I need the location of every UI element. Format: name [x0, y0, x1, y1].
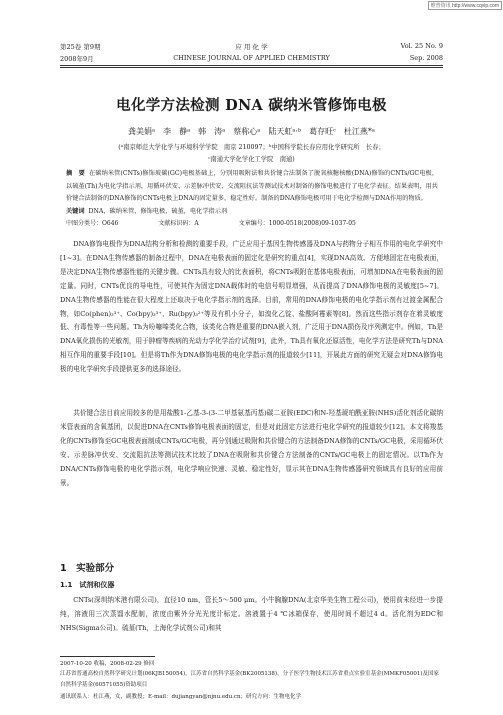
- intro-paragraph-1: DNA修饰电极作为DNA结构分析和检测的重要手段，广泛应用于基因生物传感器及DNA与药物分子相互作用的电化学研究中[1~3]。在DNA生物传感器的制备过程中，DNA在电极表面的固定化是研究的重点[4]，实现DNA高效、方便地固定在电极表面，是决定DNA生物传感器性能的关键步骤。CNTs具有较大的比表面积，将CNTs吸附在基体电极表面，可增加DNA在电极表面的固定量。同时，CNTs优良的导电性，可使其作为固定DNA载体时的电信号明显增强，从而提高了DNA修饰电极的灵敏度[5~7]。DNA生物传感器的性能在很大程度上还取决于电化学指示剂的选择。目前，常用的DNA修饰电极的电化学指示剂有过渡金属配合物，如Co(phen)₃³⁺、Co(bpy)₃³⁺、Ru(bpy)₃²⁺等及有机小分子，如溴化乙锭、盐酸阿霉素等[8]。然而这些指示剂存在着灵敏度低、有毒性等一些问题。Th为吩噻嗪类化合物，该类化合物是重要的DNA嵌入剂，广泛用于DNA损伤及序列测定中。例如，Th是DNA氧化损伤的光敏剂，用于肿瘤等疾病的光动力学化学治疗试剂[9]，此外，Th具有氧化还原活性，电化学方法是研究Th与DNA相互作用的重要手段[10]。但是将Th作为DNA修饰电极的电化学指示剂的报道较少[11]，开展此方面的研究无疑会对DNA修饰电极的电化学研究手段提供更多的选择途径。: [60, 240, 443, 374]
- keywords: [66, 206, 438, 219]
- affiliation-line1: (ᵃ南京师范大学化学与环境科学学院 南京 210097；ᵇ中国科学院长春应用化学研究所 长春；: [118, 144, 385, 151]
- footnote-received: 2007-10-20 收稿，2008-02-29 修回: [60, 661, 155, 667]
- date-en: Sep. 2008: [409, 54, 443, 62]
- running-header-line2: [60, 54, 443, 63]
- experimental-paragraph: CNTs(深圳纳米港有限公司)，直径10 nm，管长5～500 μm。小牛胸腺DNA(北京华美生物工程公司)，使用前未经进一步提纯，溶液用三次蒸馏水配制，浓度由紫外分光光度计标定。溶液置于4 ℃冰箱保存，使用时间不超过4 d。活化剂为EDC和NHS(Sigma公司)。硫堇(Th，上海化学试剂公司)和其: [60, 596, 443, 632]
- watermark-stamp: 维普资讯 http://www.cqvip.com: [428, 1, 502, 10]
- volume-label: Vol. 25 No. 9: [400, 42, 443, 50]
- journal-name-cn: 应 用 化 学: [235, 43, 268, 51]
- section-heading-experimental: 1 实验部分: [60, 563, 115, 574]
- affiliation-line2: ᶜ南通大学化学化工学院 南通): [208, 156, 295, 163]
- clc-number: 中图分类号：O646: [66, 220, 119, 227]
- footnote-funding: 江苏省普通高校自然科学研究计划(06KJB150054)，江苏省自然科学基金(BK2005138)，分子医学生物技术江苏省重点实验室基金(MMKF05001)及国家自然科学基金(60571055)资助项目: [60, 671, 440, 688]
- document-code: 文献标识码：A: [158, 220, 199, 227]
- author-list: 龚美娟ᵃ 李 静ᵃ 韩 涛ᵃ 蔡称心ᵃ 陆天虹ᵃ·ᵇ 葛存旺ᶜ 杜江燕*ᵃ: [127, 127, 376, 136]
- footnote-contact: 通讯联系人：杜江燕，女，副教授；E-mail：dujiangyan@njnu.edu.cn；研究方向：生物电化学: [60, 694, 302, 700]
- paper-title: 电化学方法检测 DNA 碳纳米管修饰电极: [116, 97, 387, 114]
- subsection-heading-reagents: 1.1 试剂和仪器: [60, 581, 115, 589]
- keywords-label: 关键词: [66, 208, 85, 215]
- keywords-text: DNA，碳纳米管，修饰电极，硫堇，电化学指示剂: [88, 208, 228, 215]
- header-rule: [60, 65, 443, 66]
- header-rule-thin: [60, 67, 443, 68]
- running-header-line1: [60, 42, 443, 51]
- journal-name-en: CHINESE JOURNAL OF APPLIED CHEMISTRY: [173, 54, 330, 62]
- issue-label: 第25卷 第9期: [60, 43, 101, 51]
- abstract: [66, 168, 438, 206]
- abstract-text: 在碳纳米管(CNTs)修饰玻碳(GC)电极基础上，分别用吸附法和共价键合法制备了脱氧核糖核酸(DNA)修饰的CNTs/GC电极，以硫堇(Th)为电化学指示剂，用循环伏安、示差脉冲伏安、交流阻抗法等测试技术对制备的修饰电极进行了电化学表征。结果表明，用共价键合法制备的DNA修饰的CNTs电极上DNA的固定量多，稳定性好。制备的DNA修饰电极可用于电化学检测与DNA作用的物质。: [66, 170, 439, 202]
- date-cn: 2008年9月: [60, 55, 94, 63]
- intro-paragraph-2: 共价键合法目前应用较多的是用盐酸1-乙基-3-(3-二甲基氨基丙基)碳二亚胺(EDC)和N-羟基琥珀酰亚胺(NHS)活化剂活化碳纳米管表面的含氧基团，以促进DNA在CNTs修饰电极表面的固定，但是对此固定方法进行电化学研究的报道较少[12]。本文将羧基化的CNTs修饰至GC电极表面制成CNTs/GC电极，再分别通过吸附和共价键合的方法制备DNA修饰的CNTs/GC电极，采用循环伏安、示差脉冲伏安、交流阻抗法等测试技术比较了DNA在吸附和共价键合方法制备的CNTs/GC电极上的固定情况。以Th作为DNA/CNTs修饰电极的电化学指示剂，电化学响应快速、灵敏、稳定性好，显示其在DNA生物传感器研究领域具有良好的应用前景。: [60, 409, 443, 487]
- footnote-rule: [60, 656, 155, 657]
- abstract-label: 摘 要: [66, 170, 85, 177]
- article-number: 文章编号：1000-0518(2008)09-1037-05: [238, 220, 356, 227]
- classification-meta: [66, 218, 438, 227]
